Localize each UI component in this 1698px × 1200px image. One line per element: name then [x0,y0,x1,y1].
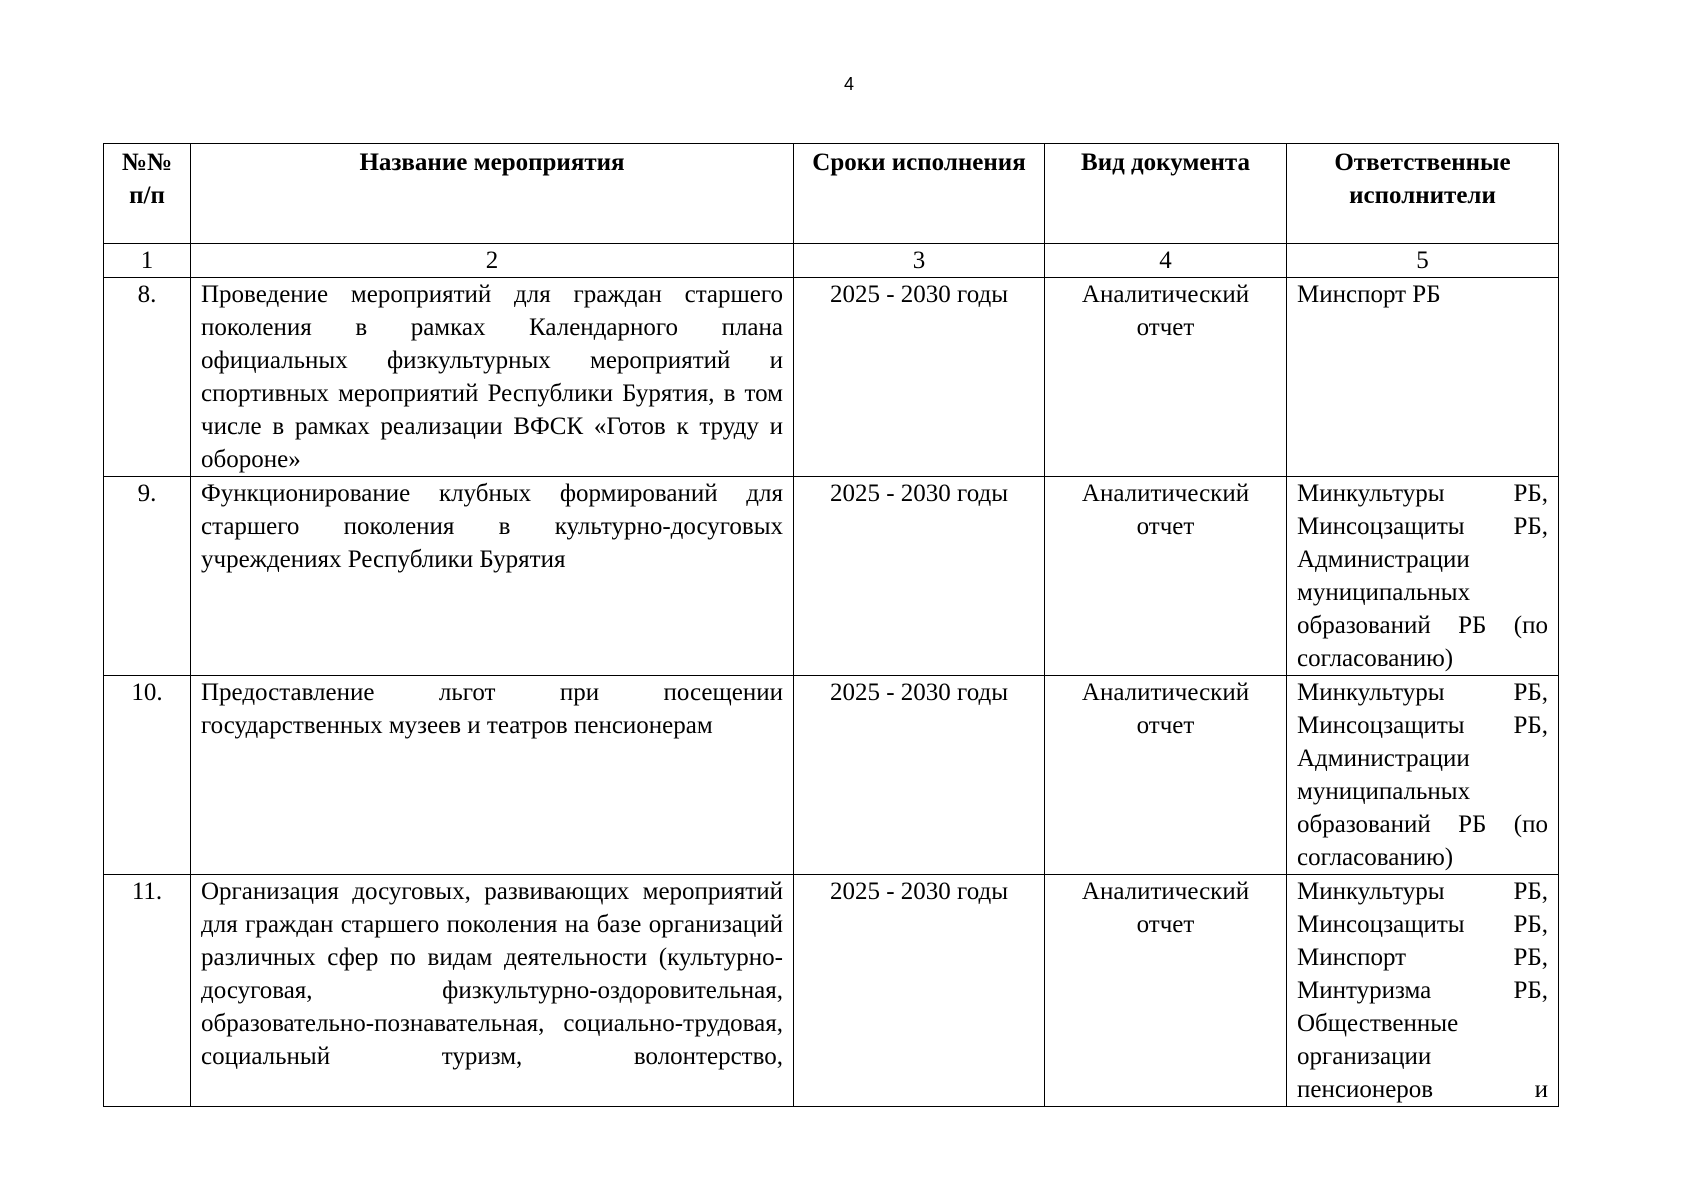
document-type: Аналитический отчет [1045,676,1287,875]
measures-table [103,143,1559,1107]
deadline: 2025 - 2030 годы [794,676,1045,875]
measure-name: Предоставление льгот при посещении государственных музеев и театров пенсионерам [191,676,794,875]
deadline: 2025 - 2030 годы [794,477,1045,676]
measure-name: Функционирование клубных формирований для старшего поколения в культурно-досуговых учреждениях Республики Бурятия [191,477,794,676]
table-header-row [104,144,1559,244]
column-number: 5 [1287,244,1559,278]
column-number: 1 [104,244,191,278]
responsible: Минкультуры РБ, Минсоцзащиты РБ, Администрации муниципальных образований РБ (по согласованию) [1287,477,1559,676]
document-type: Аналитический отчет [1045,875,1287,1107]
page-number: 4 [843,74,854,94]
responsible: Минкультуры РБ, Минсоцзащиты РБ, Минспорт РБ, Минтуризма РБ, Общественные организации пенсионеров и [1287,875,1559,1107]
row-number: 9. [104,477,191,676]
table-row [104,278,1559,477]
table-row [104,875,1559,1107]
measure-name: Проведение мероприятий для граждан старшего поколения в рамках Календарного плана официальных физкультурных мероприятий и спортивных мероприятий Республики Бурятия, в том числе в рамках реализации ВФСК «Готов к труду и обороне» [191,278,794,477]
document-type: Аналитический отчет [1045,278,1287,477]
document-type: Аналитический отчет [1045,477,1287,676]
table-row [104,477,1559,676]
deadline: 2025 - 2030 годы [794,278,1045,477]
header-responsible: Ответственные исполнители [1287,144,1559,244]
responsible: Минспорт РБ [1287,278,1559,477]
table-row [104,676,1559,875]
header-number: №№ п/п [104,144,191,244]
deadline: 2025 - 2030 годы [794,875,1045,1107]
header-deadline: Сроки исполнения [794,144,1045,244]
row-number: 10. [104,676,191,875]
column-number: 3 [794,244,1045,278]
column-number-row [104,244,1559,278]
measure-name: Организация досуговых, развивающих мероприятий для граждан старшего поколения на базе организаций различных сфер по видам деятельности (культурно-досуговая, физкультурно-оздоровительная, образовательно-познавательная, социально-трудовая, социальный туризм, волонтерство, [191,875,794,1107]
column-number: 2 [191,244,794,278]
row-number: 8. [104,278,191,477]
row-number: 11. [104,875,191,1107]
responsible: Минкультуры РБ, Минсоцзащиты РБ, Администрации муниципальных образований РБ (по согласованию) [1287,676,1559,875]
header-document-type: Вид документа [1045,144,1287,244]
header-measure-name: Название мероприятия [191,144,794,244]
column-number: 4 [1045,244,1287,278]
